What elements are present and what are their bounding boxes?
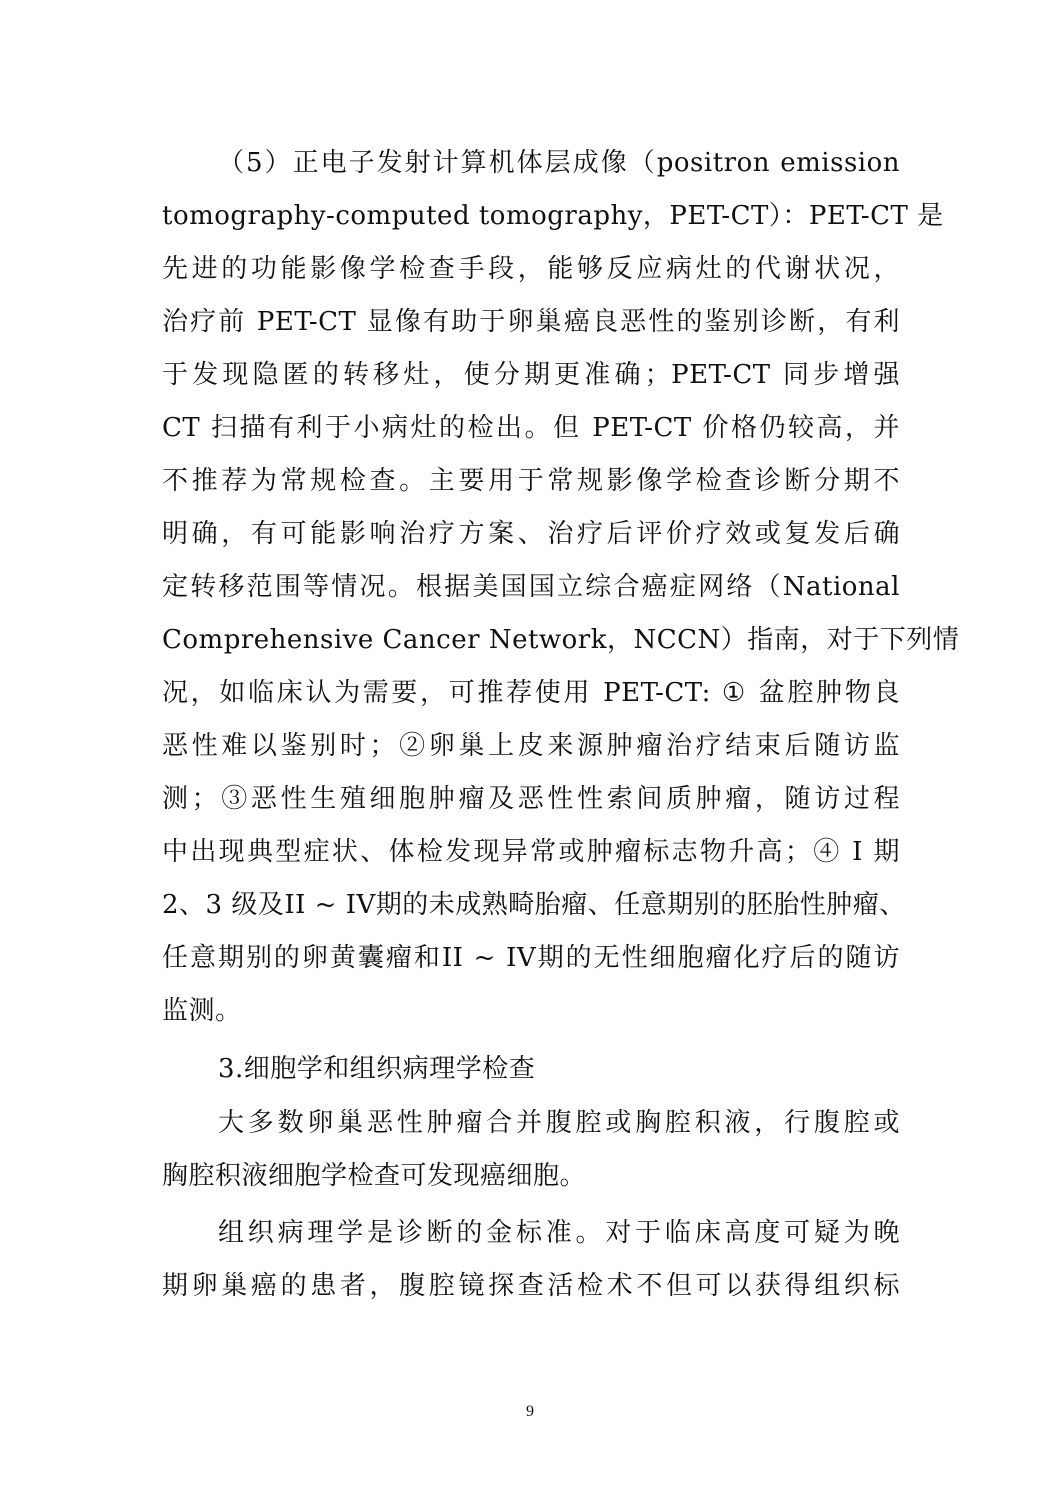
text-line: 大多数卵巢恶性肿瘤合并腹腔或胸腔积液，行腹腔或 <box>218 1108 900 1138</box>
text-line: 治疗前 PET-CT 显像有助于卵巢癌良恶性的鉴别诊断，有利 <box>162 307 900 337</box>
page-number: 9 <box>526 1403 534 1420</box>
text-line: 组织病理学是诊断的金标准。对于临床高度可疑为晚 <box>218 1218 900 1248</box>
text-line: 先进的功能影像学检查手段，能够反应病灶的代谢状况， <box>162 254 900 284</box>
text-line: 恶性难以鉴别时；②卵巢上皮来源肿瘤治疗结束后随访监 <box>162 731 900 761</box>
text-line: Comprehensive Cancer Network，NCCN）指南，对于下列情 <box>162 625 960 655</box>
text-line: 胸腔积液细胞学检查可发现癌细胞。 <box>162 1161 587 1191</box>
text-line: （5）正电子发射计算机体层成像（positron emission <box>218 148 900 178</box>
text-line: 况，如临床认为需要，可推荐使用 PET-CT: ① 盆腔肿物良 <box>162 678 900 708</box>
text-line: 不推荐为常规检查。主要用于常规影像学检查诊断分期不 <box>162 466 900 496</box>
text-line: 2、3 级及II ~ IV期的未成熟畸胎瘤、任意期别的胚胎性肿瘤、 <box>162 890 906 920</box>
text-line: CT 扫描有利于小病灶的检出。但 PET-CT 价格仍较高，并 <box>162 413 900 443</box>
text-line: tomography-computed tomography，PET-CT）：PET-CT 是 <box>162 201 944 231</box>
text-line: 监测。 <box>162 996 242 1026</box>
text-line: 明确，有可能影响治疗方案、治疗后评价疗效或复发后确 <box>162 519 900 549</box>
text-line: 期卵巢癌的患者，腹腔镜探查活检术不但可以获得组织标 <box>162 1271 900 1301</box>
text-line: 于发现隐匿的转移灶，使分期更准确；PET-CT 同步增强 <box>162 360 900 390</box>
text-line: 定转移范围等情况。根据美国国立综合癌症网络（National <box>162 572 900 602</box>
section-heading: 3.细胞学和组织病理学检查 <box>218 1054 536 1084</box>
text-line: 测；③恶性生殖细胞肿瘤及恶性性索间质肿瘤，随访过程 <box>162 784 900 814</box>
text-line: 任意期别的卵黄囊瘤和II ~ IV期的无性细胞瘤化疗后的随访 <box>162 943 900 973</box>
text-line: 中出现典型症状、体检发现异常或肿瘤标志物升高；④ I 期 <box>162 837 900 867</box>
